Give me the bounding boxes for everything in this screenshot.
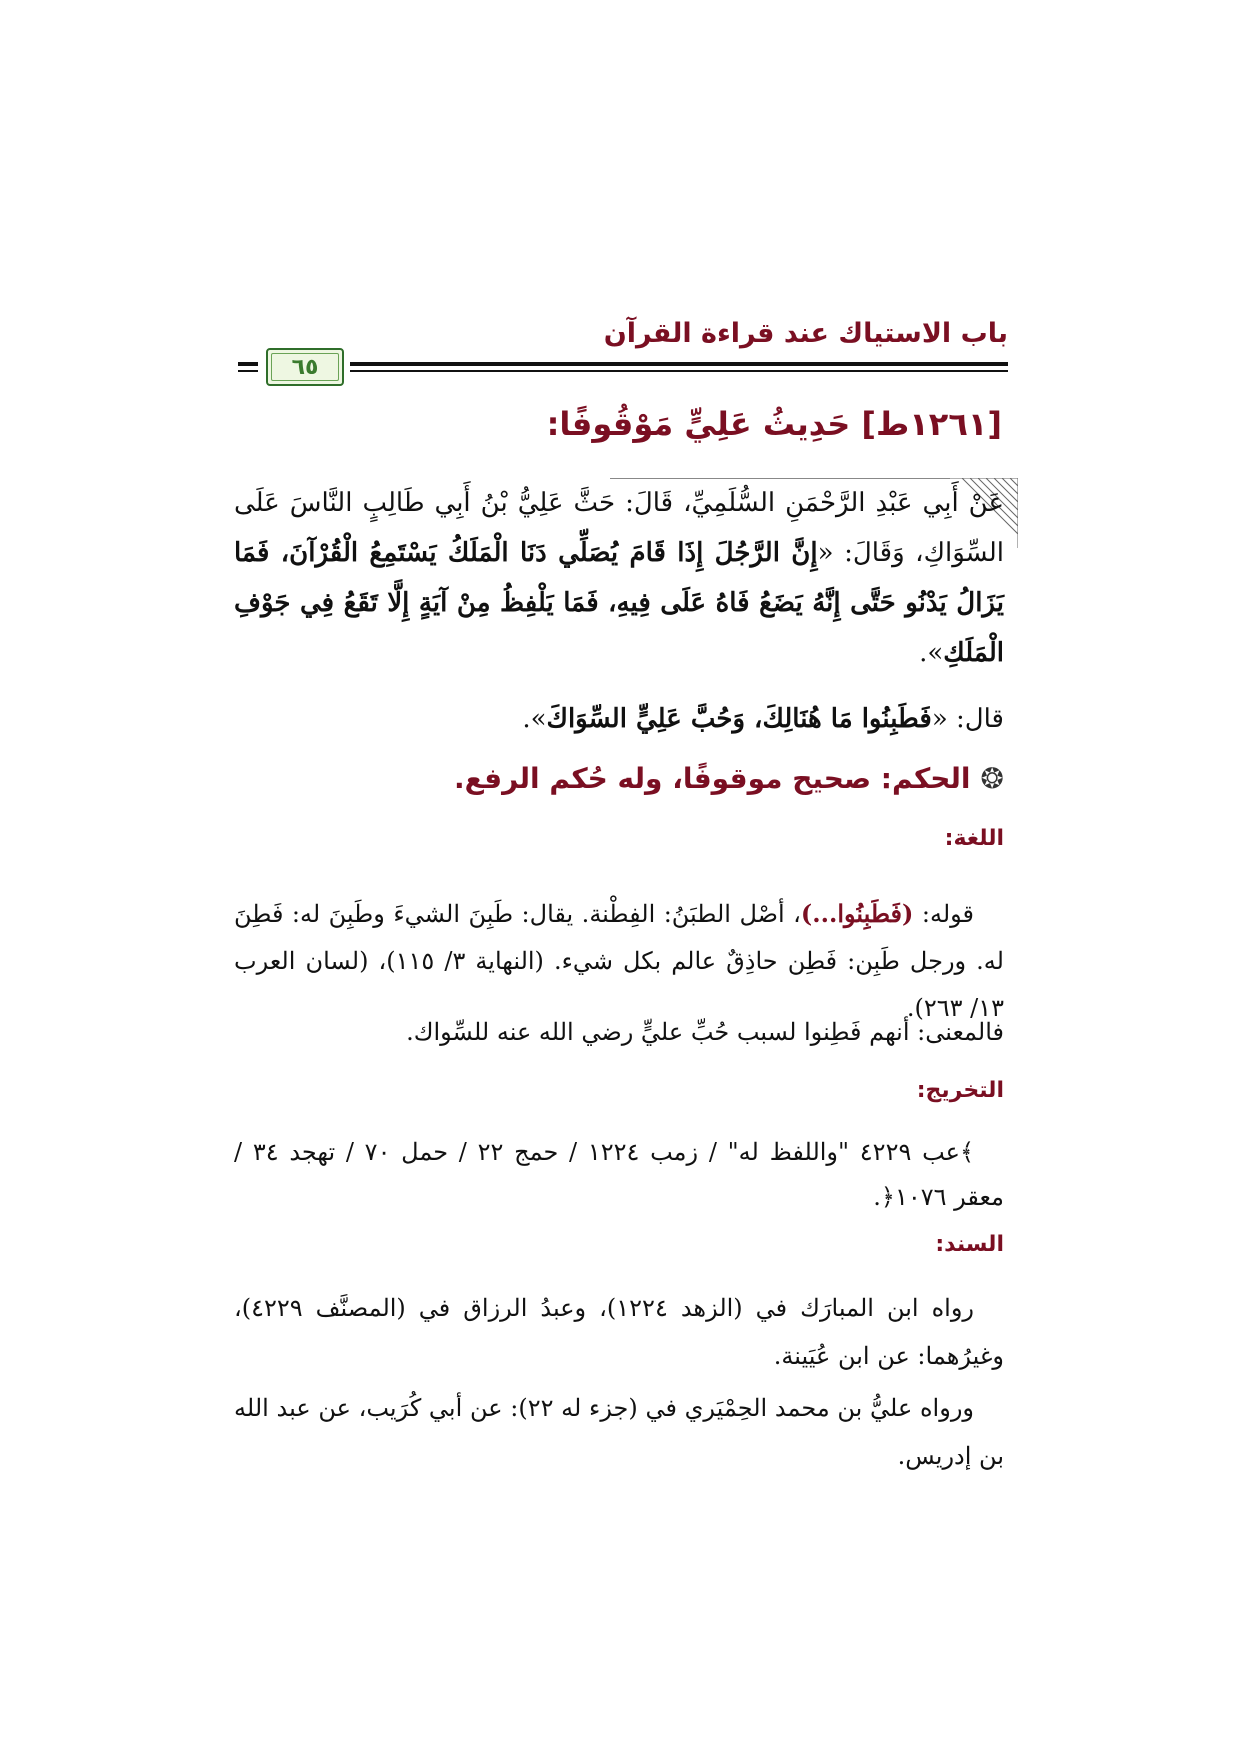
header-rule-left-thin [238, 370, 258, 372]
hadith-qala [522, 704, 1004, 734]
flower-ornament-icon: ❂ [980, 762, 1004, 795]
section-heading-sanad: السند: [935, 1232, 1004, 1257]
lugha-intro: قوله: [913, 900, 974, 928]
chapter-title: باب الاستياك عند قراءة القرآن [603, 318, 1008, 349]
sanad-text-1: رواه ابن المبارَك في (الزهد ١٢٢٤)، وعبدُ الرزاق في (المصنَّف ٤٢٢٩)، وغيرُهما: عن ابن عُيَينة. [234, 1294, 1004, 1370]
header-rule [350, 362, 1008, 366]
hadith-title: [١٢٦١ط] حَدِيثُ عَلِيٍّ مَوْقُوفًا: [546, 405, 1002, 443]
ruling-text: صحيح موقوفًا، وله حُكم الرفع. [454, 762, 881, 795]
page-number-frame [266, 348, 344, 386]
lugha-text [234, 890, 1004, 1032]
hadith-text [234, 478, 1004, 678]
header-rule-thin [350, 370, 1008, 372]
ruling-label: الحكم: [880, 762, 971, 795]
hadith-matn: إِنَّ الرَّجُلَ إِذَا قَامَ يُصَلِّي دَنَا الْمَلَكُ يَسْتَمِعُ الْقُرْآنَ، فَمَا يَزَالُ يَدْنُو حَتَّى إِنَّهُ يَضَعُ فَاهُ عَلَى فِيهِ، فَمَا يَلْفِظُ مِنْ آيَةٍ إِلَّا تَقَعُ فِي جَوْفِ الْمَلَكِ [234, 538, 1004, 668]
hadith-ruling [454, 762, 1004, 795]
qala-quote: فَطَبِنُوا مَا هُنَالِكَ، وَحُبَّ عَلِيٍّ السِّوَاكَ [546, 704, 932, 734]
lugha-word: (فَطَبِنُوا...) [800, 899, 914, 928]
hadith-chain: عَنْ أَبِي عَبْدِ الرَّحْمَنِ السُّلَمِيِّ، قَالَ: حَثَّ عَلِيُّ بْنُ أَبِي طَالِبٍ النَّاسَ عَلَى السِّوَاكِ، وَقَالَ: « [234, 488, 1005, 568]
meaning-text: فالمعنى: أنهم فَطِنوا لسبب حُبِّ عليٍّ رضي الله عنه للسِّواك. [406, 1018, 1004, 1046]
page-header [238, 318, 1008, 388]
qala-end: ». [522, 704, 547, 734]
takhrij-codes: ﴾عب ٤٢٢٩ "واللفظ له" / زمب ١٢٢٤ / حمج ٢٢ / حمل ٧٠ / تهجد ٣٤ / معقر ١٠٧٦﴿. [234, 1138, 1004, 1211]
sanad-text-2: ورواه عليُّ بن محمد الحِمْيَري في (جزء له ٢٢): عن أبي كُرَيب، عن عبد الله بن إدريس. [234, 1394, 1004, 1470]
takhrij-text [234, 1130, 1004, 1220]
qala-intro: قال: « [931, 704, 1004, 734]
sanad-paragraph-2 [234, 1384, 1004, 1480]
sanad-paragraph-1 [234, 1284, 1004, 1380]
hadith-end: ». [919, 638, 944, 668]
page-number: ٦٥ [291, 354, 319, 380]
section-heading-takhrij: التخريج: [916, 1078, 1004, 1103]
lugha-body: ، أصْل الطبَنُ: الفِطْنة. يقال: طَبِنَ الشيءَ وطَبِنَ له: فَطِنَ له. ورجل طَبِن: فَطِن حاذِقٌ عالم بكل شيء. (النهاية ٣/ ١١٥)، (لسان العرب ١٣/ ٢٦٣). [234, 900, 1004, 1022]
section-heading-lugha: اللغة: [944, 826, 1004, 851]
header-rule-left [238, 362, 258, 366]
